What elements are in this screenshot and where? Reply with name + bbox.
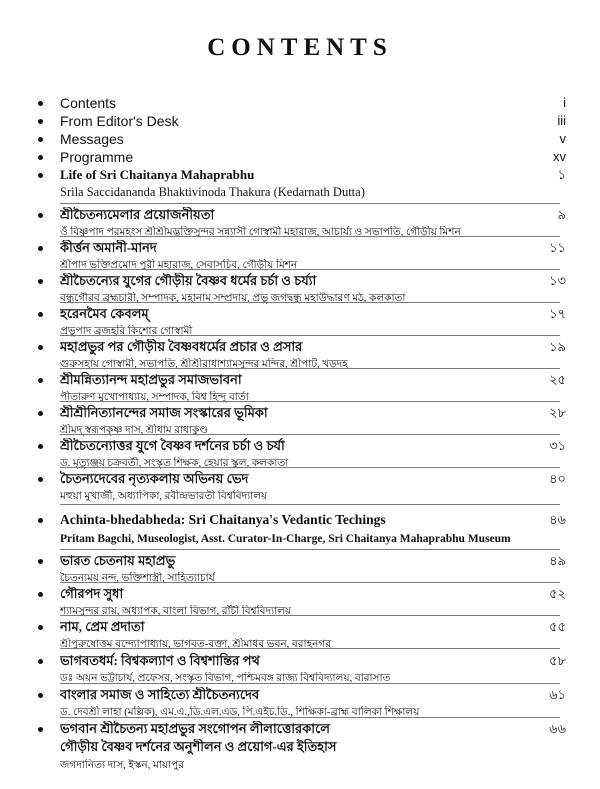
entry-title: চৈতন্যদেবের নৃত্যকলায় অভিনয় ভেদ xyxy=(60,471,249,486)
bullet-icon xyxy=(38,155,43,160)
entry-page: ৪৯ xyxy=(549,553,566,568)
entry-page: ১ xyxy=(557,167,566,182)
entry-title: Life of Sri Chaitanya Mahaprabhu xyxy=(60,167,255,182)
entry-title: ভগবান শ্রীচৈতন্য মহাপ্রভুর সংগোপন লীলাত্তোরকালে xyxy=(60,721,330,736)
divider xyxy=(60,302,560,303)
entry-page: i xyxy=(563,95,566,110)
entry-author: ড. দেবশ্রী লাহা (মল্লিক), এম.এ.,ডি.এল.এড, পি.এইচ.ডি., শিক্ষিকা-ব্রাহ্ম বালিকা শিক্ষালয় xyxy=(60,707,420,718)
divider xyxy=(60,368,560,369)
entry-author: জগদানিত্য দাস, ইস্কন, মায়াপুর xyxy=(60,760,184,771)
divider xyxy=(60,683,560,684)
entry-title: গৌরপদ সুধা xyxy=(60,586,124,601)
divider xyxy=(60,549,560,550)
entry-author: শ্যামসুন্দর রায়, অধ্যাপক, বাংলা বিভাগ, রাঁচী বিশ্ববিদ্যালয় xyxy=(60,606,292,617)
entry-author: Pritam Bagchi, Museologist, Asst. Curator-In-Charge, Sri Chaitanya Mahaprabhu Museum xyxy=(60,533,511,545)
entry-author: Srila Saccidananda Bhaktivinoda Thakura (Kedarnath Dutta) xyxy=(60,185,365,199)
entry-page: ৫৫ xyxy=(549,619,566,634)
entry-page: ২৮ xyxy=(549,405,566,420)
entry-author: শ্রীমদ্ স্বরূপকৃষ্ণ দাস, শ্রীধাম রাধাকুণ্ড xyxy=(60,425,209,436)
entry-title: হরেনমৈব কেবলম্ xyxy=(60,306,149,321)
entry-title: শ্রীচৈতন্যের যুগের গৌড়ীয় বৈষ্ণব ধর্মের চর্চা ও চর্য্যা xyxy=(60,273,317,288)
bullet-icon xyxy=(38,213,43,218)
bullet-icon xyxy=(38,279,43,284)
entry-page: ৬১ xyxy=(549,687,566,702)
divider xyxy=(60,504,560,505)
entry-title: Programme xyxy=(60,149,134,165)
entry-page: ১৯ xyxy=(549,339,566,354)
bullet-icon xyxy=(38,693,43,698)
entry-title: ভারত চেতনায় মহাপ্রভু xyxy=(60,553,176,568)
bullet-icon xyxy=(38,727,43,732)
entry-author: পীতারুণ মুখোপাধ্যায়, সম্পাদক, বিশ্ব হিন্দু বার্তা xyxy=(60,392,249,403)
entry-page: ৬৬ xyxy=(549,721,566,736)
bullet-icon xyxy=(38,345,43,350)
entry-page: ২৫ xyxy=(549,372,566,387)
entry-author: প্রভুপাদ ব্রজহরি কিশোর গোস্বামী xyxy=(60,326,193,337)
entry-page: ৪০ xyxy=(549,471,566,486)
bullet-icon xyxy=(38,518,43,523)
entry-title: Messages xyxy=(60,131,124,147)
bullet-icon xyxy=(38,411,43,416)
divider xyxy=(60,236,560,237)
entry-author: শ্রীপাদ ভক্তিপ্রমোদ পুরী মহারাজ, সেবাসচিব, গৌড়ীয় মিশন xyxy=(60,260,298,271)
entry-title: কীর্ত্তন অমানী-মানদ xyxy=(60,240,157,255)
entry-page: ৫২ xyxy=(549,586,566,601)
divider xyxy=(60,335,560,336)
bullet-icon xyxy=(38,592,43,597)
bullet-icon xyxy=(38,312,43,317)
entry-page: ১৭ xyxy=(549,306,566,321)
entry-title: শ্রীমন্নিত্যানন্দ মহাপ্রভুর সমাজভাবনা xyxy=(60,372,242,387)
entry-author: ডঃ অয়ন ভট্টাচার্য, প্রফেসর, সংস্কৃত বিভাগ, পশ্চিমবঙ্গ রাজ্য বিশ্ববিদ্যালয়, বারাসাত xyxy=(60,673,391,684)
bullet-icon xyxy=(38,477,43,482)
entry-title: শ্রীচৈতন্যমেলার প্রয়োজনীয়তা xyxy=(60,207,215,222)
entry-author: গুরুসহায় গোস্বামী, সভাপতি, শ্রীশ্রীরাধাশ্যামসুন্দর মন্দির, শ্রীপাট, খড়দহ xyxy=(60,359,348,370)
bullet-icon xyxy=(38,137,43,142)
entry-title: মহাপ্রভুর পর গৌড়ীয় বৈষ্ণবধর্মের প্রচার ও প্রসার xyxy=(60,339,303,354)
entry-page: ১১ xyxy=(549,240,566,255)
entry-title: Achinta-bhedabheda: Sri Chaitanya's Vedantic Techings xyxy=(60,512,386,527)
entry-page: ৪৬ xyxy=(549,512,566,527)
entry-author: ড. মৃত্যুঞ্জয় চক্রবর্তী, সংস্কৃত শিক্ষক, হেয়ার স্কুল, কলকাতা xyxy=(60,458,289,469)
bullet-icon xyxy=(38,659,43,664)
divider xyxy=(60,582,560,583)
divider xyxy=(60,401,560,402)
bullet-icon xyxy=(38,246,43,251)
bullet-icon xyxy=(38,444,43,449)
entry-page: ১৩ xyxy=(549,273,566,288)
entry-page: iii xyxy=(557,113,566,128)
divider xyxy=(60,467,560,468)
entry-page: ৩১ xyxy=(549,438,566,453)
entry-title: নাম, প্রেম প্রদাতা xyxy=(60,619,145,634)
divider xyxy=(60,203,560,204)
entry-title: Contents xyxy=(60,95,117,111)
bullet-icon xyxy=(38,119,43,124)
bullet-icon xyxy=(38,101,43,106)
divider xyxy=(60,615,560,616)
entry-author: বন্ধুগৌরব ব্রহ্মচারী, সম্পাদক, মহানাম সম্প্রদায়, প্রভু জগদ্বন্ধু মহাউদ্ধারণ মঠ, কলকাতা xyxy=(60,293,406,304)
entry-page: xv xyxy=(553,149,566,164)
bullet-icon xyxy=(38,625,43,630)
entry-page: v xyxy=(559,131,566,146)
entry-author: ওঁ বিষ্ণুপাদ পরমহংস শ্রীশ্রীমদ্ভক্তিসুন্দর সন্ন্যাসী গোস্বামী মহারাজ, আচার্য্য ও সভাপতি, গৌড়ীয় মিশন xyxy=(60,227,461,238)
entry-title-line2: গৌড়ীয় বৈষ্ণব দর্শনের অনুশীলন ও প্রয়োগ-এর ইতিহাস xyxy=(60,739,337,754)
entry-author: মহুয়া মুখার্জী, অধ্যাপিকা, রবীন্দ্রভারতী বিশ্ববিদ্যালয় xyxy=(60,491,268,502)
entry-title: From Editor's Desk xyxy=(60,113,179,129)
bullet-icon xyxy=(38,559,43,564)
entry-title: শ্রীশ্রীনিত্যানন্দের সমাজ সংস্কারের ভূমিকা xyxy=(60,405,268,420)
entry-author: শ্রীপুরুষোত্তম বন্দ্যোপাধ্যায়, ভাগবত-বক্তা, শ্রীমাধব ভবন, বরাহনগর xyxy=(60,639,332,650)
divider xyxy=(60,648,560,649)
bullet-icon xyxy=(38,173,43,178)
divider xyxy=(60,717,560,718)
entry-author: চৈতন্যময় নন্দ, ভক্তিশাস্ত্রী, সাহিত্যাচার্য xyxy=(60,573,215,584)
entry-title: বাংলার সমাজ ও সাহিত্যে শ্রীচৈতন্যদেব xyxy=(60,687,260,702)
page-title: CONTENTS xyxy=(207,34,393,61)
bullet-icon xyxy=(38,378,43,383)
divider xyxy=(60,269,560,270)
divider xyxy=(60,434,560,435)
entry-title: শ্রীচৈতন্যোত্তর যুগে বৈষ্ণব দর্শনের চর্চা ও চর্যা xyxy=(60,438,285,453)
entry-page: ৯ xyxy=(557,207,566,222)
entry-page: ৫৮ xyxy=(549,653,566,668)
entry-title: ভাগবতধর্ম: বিশ্বকল্যাণ ও বিশ্বশান্তির পথ xyxy=(60,653,260,668)
